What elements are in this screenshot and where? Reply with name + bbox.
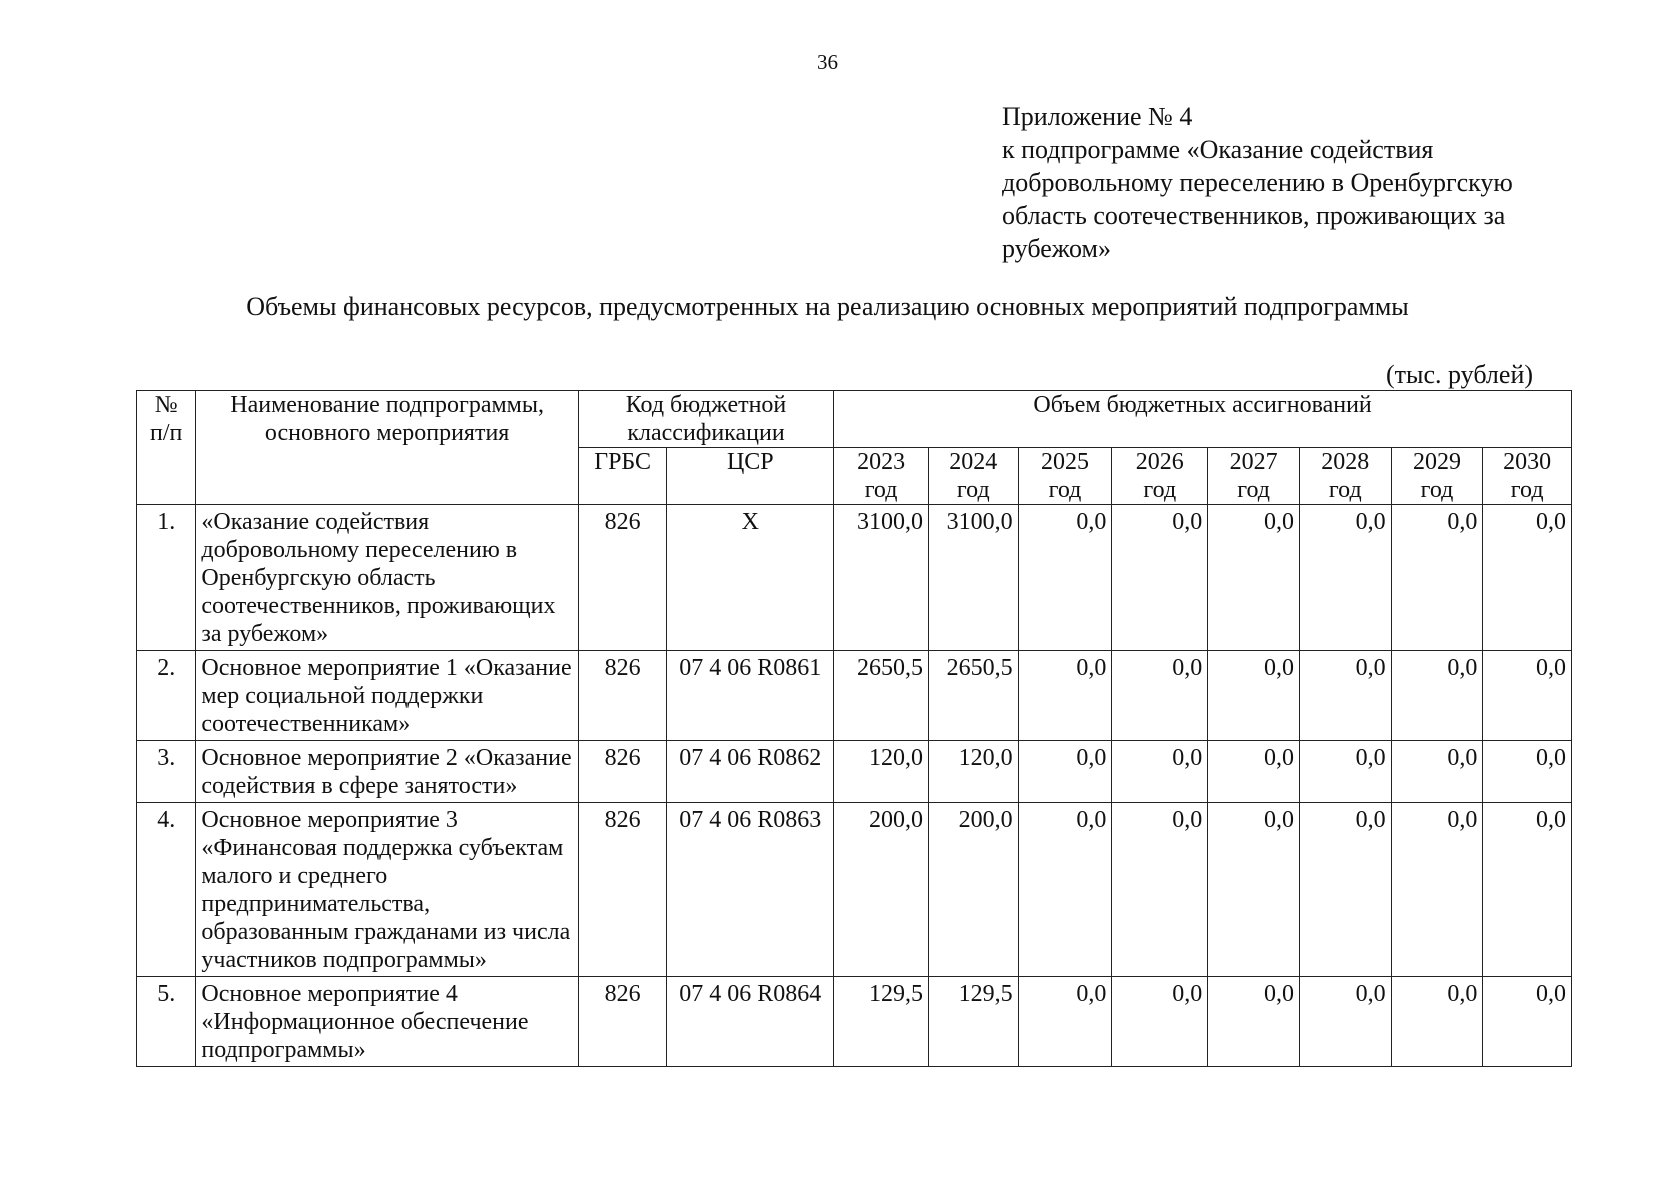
year-label: 2030 [1503,449,1552,475]
row-value: 0,0 [1391,803,1483,977]
row-value: 0,0 [1018,741,1112,803]
row-name: Основное мероприятие 1 «Оказание мер социальной поддержки соотечественникам» [196,651,578,741]
year-suffix: год [1143,477,1177,503]
row-value: 0,0 [1208,505,1300,651]
row-value: 0,0 [1018,651,1112,741]
header-csr: ЦСР [667,448,834,505]
year-suffix: год [1420,477,1454,503]
appendix-line: рубежом» [1002,234,1112,263]
year-suffix: год [956,477,990,503]
document-title: Объемы финансовых ресурсов, предусмотренных на реализацию основных мероприятий подпрограммы [246,292,1409,321]
appendix-line: к подпрограмме «Оказание содействия [1002,135,1434,164]
row-value: 120,0 [928,741,1018,803]
header-grbs: ГРБС [578,448,667,505]
header-year [1112,448,1208,505]
row-value: 129,5 [834,977,929,1067]
year-suffix: год [1328,477,1362,503]
year-label: 2026 [1135,449,1184,475]
year-suffix: год [864,477,898,503]
row-value: 3100,0 [834,505,929,651]
appendix-note [1002,100,1622,265]
year-label: 2029 [1412,449,1461,475]
row-num: 2. [137,651,196,741]
appendix-line: Приложение № 4 [1002,102,1193,131]
row-value: 200,0 [834,803,929,977]
table-row [137,803,1572,977]
year-label: 2028 [1321,449,1370,475]
row-value: 0,0 [1112,977,1208,1067]
year-label: 2024 [949,449,998,475]
row-value: 0,0 [1299,651,1391,741]
year-suffix: год [1237,477,1270,503]
row-grbs: 826 [578,803,667,977]
table-row [137,977,1572,1067]
header-year [928,448,1018,505]
row-name: Основное мероприятие 2 «Оказание содействия в сфере занятости» [196,741,578,803]
appendix-line: область соотечественников, проживающих за [1002,201,1506,230]
row-csr: Х [667,505,834,651]
row-value: 0,0 [1391,741,1483,803]
row-value: 0,0 [1299,803,1391,977]
row-value: 0,0 [1112,741,1208,803]
row-value: 0,0 [1483,741,1572,803]
row-value: 0,0 [1018,803,1112,977]
row-value: 2650,5 [834,651,929,741]
header-year [1483,448,1572,505]
row-value: 0,0 [1299,977,1391,1067]
row-value: 120,0 [834,741,929,803]
header-year [1299,448,1391,505]
row-value: 0,0 [1483,803,1572,977]
row-num: 5. [137,977,196,1067]
table-row [137,741,1572,803]
row-grbs: 826 [578,977,667,1067]
table-row [137,651,1572,741]
row-grbs: 826 [578,505,667,651]
row-num: 3. [137,741,196,803]
row-value: 0,0 [1208,741,1300,803]
row-name: Основное мероприятие 4 «Информационное обеспечение подпрограммы» [196,977,578,1067]
header-year [1018,448,1112,505]
year-label: 2023 [857,449,906,475]
row-value: 0,0 [1391,651,1483,741]
header-year [834,448,929,505]
row-value: 0,0 [1112,505,1208,651]
year-label: 2025 [1040,449,1089,475]
header-allocations: Объем бюджетных ассигнований [834,391,1572,448]
row-value: 0,0 [1483,651,1572,741]
header-code: Код бюджетной классификации [578,391,833,448]
row-csr: 07 4 06 R0863 [667,803,834,977]
appendix-line: добровольному переселению в Оренбургскую [1002,168,1513,197]
row-value: 0,0 [1391,505,1483,651]
row-value: 0,0 [1299,741,1391,803]
header-name: Наименование подпрограммы, основного мероприятия [196,391,578,505]
header-num: № п/п [137,391,196,505]
row-csr: 07 4 06 R0862 [667,741,834,803]
row-name: Основное мероприятие 3 «Финансовая поддержка субъектам малого и среднего предпринимательства, образованным гражданами из числа участников подпрограммы» [196,803,578,977]
row-num: 4. [137,803,196,977]
units-label: (тыс. рублей) [1386,360,1534,389]
row-value: 200,0 [928,803,1018,977]
year-label: 2027 [1229,449,1278,475]
row-csr: 07 4 06 R0864 [667,977,834,1067]
row-value: 0,0 [1018,505,1112,651]
table-row [137,505,1572,651]
page-number: 36 [817,50,838,74]
year-suffix: год [1048,477,1082,503]
row-value: 0,0 [1112,651,1208,741]
row-grbs: 826 [578,741,667,803]
row-value: 0,0 [1112,803,1208,977]
row-value: 3100,0 [928,505,1018,651]
row-name: «Оказание содействия добровольному переселению в Оренбургскую область соотечественников, проживающих за рубежом» [196,505,578,651]
row-value: 0,0 [1208,651,1300,741]
budget-table [136,390,1572,1067]
row-value: 0,0 [1208,803,1300,977]
row-csr: 07 4 06 R0861 [667,651,834,741]
row-value: 2650,5 [928,651,1018,741]
header-year [1208,448,1300,505]
row-grbs: 826 [578,651,667,741]
year-suffix: год [1510,477,1544,503]
row-value: 0,0 [1391,977,1483,1067]
row-value: 0,0 [1299,505,1391,651]
row-num: 1. [137,505,196,651]
row-value: 0,0 [1483,505,1572,651]
row-value: 0,0 [1483,977,1572,1067]
row-value: 0,0 [1208,977,1300,1067]
row-value: 0,0 [1018,977,1112,1067]
header-year [1391,448,1483,505]
row-value: 129,5 [928,977,1018,1067]
